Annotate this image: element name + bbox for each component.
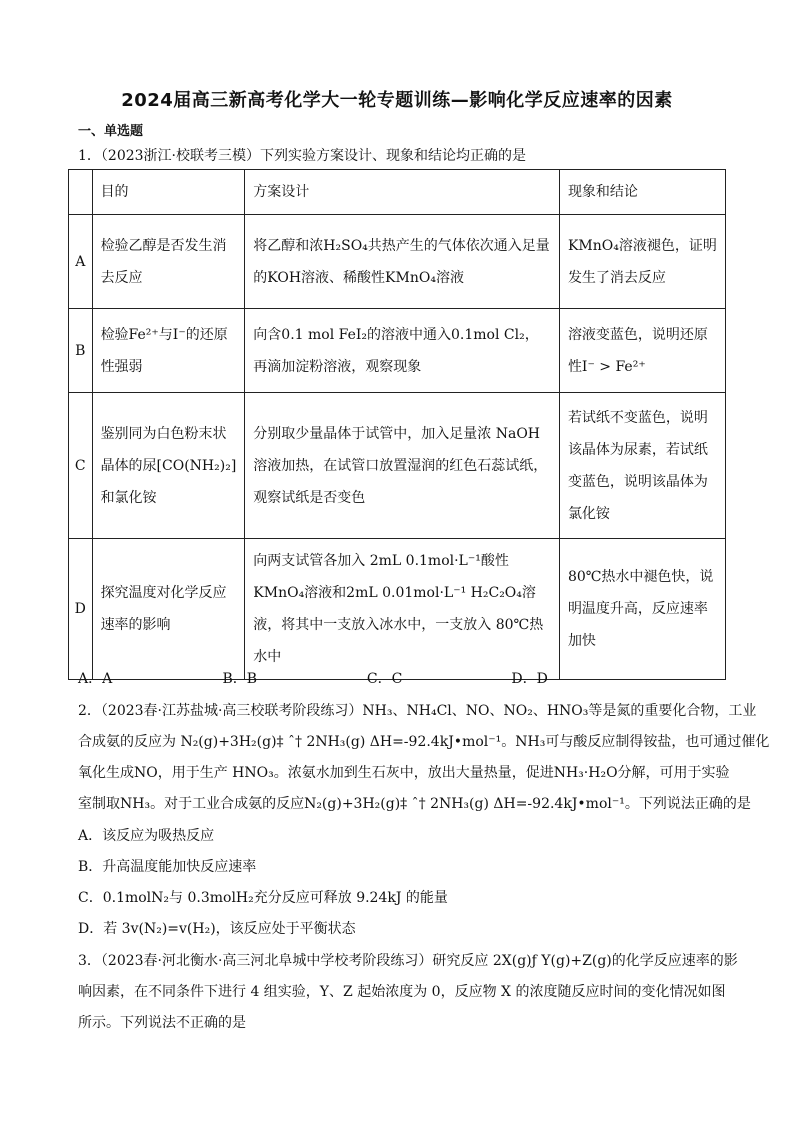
- option-label: A: [69, 215, 93, 309]
- question-2-option-c[interactable]: C．0.1molN₂与 0.3molH₂充分反应可释放 9.24kJ 的能量: [78, 890, 448, 906]
- table-row: [69, 539, 726, 680]
- row-result: 80℃热水中褪色快，说明温度升高，反应速率加快: [559, 539, 725, 680]
- question-3-line: 3．（2023春·河北衡水·高三河北阜城中学校考阶段练习）研究反应 2X(g)ƒ Y(g)+Z(g)的化学反应速率的影: [78, 953, 738, 969]
- page-title: 2024届高三新高考化学大一轮专题训练—影响化学反应速率的因素: [121, 90, 673, 111]
- row-design: 将乙醇和浓H₂SO₄共热产生的气体依次通入足量的KOH溶液、稀酸性KMnO₄溶液: [245, 215, 560, 309]
- row-purpose: 检验乙醇是否发生消去反应: [92, 215, 245, 309]
- question-2-line: 氧化生成NO，用于生产 HNO₃。浓氨水加到生石灰中，放出大量热量，促进NH₃·H₂O分解，可用于实验: [78, 765, 730, 781]
- choice-c[interactable]: C．C: [366, 671, 403, 687]
- table-header-row: [69, 170, 726, 215]
- question-1-stem: 1．（2023浙江·校联考三模）下列实验方案设计、现象和结论均正确的是: [78, 148, 526, 164]
- row-result: KMnO₄溶液褪色，证明发生了消去反应: [559, 215, 725, 309]
- choice-b[interactable]: B．B: [222, 671, 258, 687]
- question-2-line: 合成氨的反应为 N₂(g)+3H₂(g)‡ ˆ† 2NH₃(g) ΔH=-92.4kJ•mol⁻¹。NH₃可与酸反应制得铵盐，也可通过催化: [78, 734, 770, 750]
- row-design: 分别取少量晶体于试管中，加入足量浓 NaOH溶液加热，在试管口放置湿润的红色石蕊试纸，观察试纸是否变色: [245, 393, 560, 539]
- section-heading: 一、单选题: [78, 124, 144, 139]
- table-row: [69, 309, 726, 393]
- option-label: C: [69, 393, 93, 539]
- row-purpose: 检验Fe²⁺与I⁻的还原性强弱: [92, 309, 245, 393]
- question-2-option-d[interactable]: D．若 3v(N₂)=v(H₂)，该反应处于平衡状态: [78, 921, 356, 937]
- header-purpose: 目的: [92, 170, 245, 215]
- row-purpose: 鉴别同为白色粉末状晶体的尿[CO(NH₂)₂]和氯化铵: [92, 393, 245, 539]
- question-3-line: 响因素，在不同条件下进行 4 组实验，Y、Z 起始浓度为 0，反应物 X 的浓度随反应时间的变化情况如图: [78, 984, 726, 1000]
- option-label: B: [69, 309, 93, 393]
- table-row: [69, 393, 726, 539]
- row-design: 向含0.1 mol FeI₂的溶液中通入0.1mol Cl₂，再滴加淀粉溶液，观察现象: [245, 309, 560, 393]
- question-2-option-b[interactable]: B．升高温度能加快反应速率: [78, 859, 257, 875]
- row-design: 向两支试管各加入 2mL 0.1mol·L⁻¹酸性KMnO₄溶液和2mL 0.01mol·L⁻¹ H₂C₂O₄溶液，将其中一支放入冰水中，一支放入 80℃热水中: [245, 539, 560, 680]
- question-1-choices: [78, 668, 651, 688]
- row-result: 若试纸不变蓝色，说明该晶体为尿素，若试纸变蓝色，说明该晶体为氯化铵: [559, 393, 725, 539]
- header-result: 现象和结论: [559, 170, 725, 215]
- question-1-table: [68, 169, 726, 680]
- option-label: D: [69, 539, 93, 680]
- row-purpose: 探究温度对化学反应速率的影响: [92, 539, 245, 680]
- choice-d[interactable]: D．D: [511, 671, 548, 687]
- question-2-option-a[interactable]: A．该反应为吸热反应: [78, 828, 215, 844]
- table-row: [69, 215, 726, 309]
- question-3-line: 所示。下列说法不正确的是: [78, 1015, 246, 1031]
- row-result: 溶液变蓝色，说明还原性I⁻ > Fe²⁺: [559, 309, 725, 393]
- header-design: 方案设计: [245, 170, 560, 215]
- question-2-line: 室制取NH₃。对于工业合成氨的反应N₂(g)+3H₂(g)‡ ˆ† 2NH₃(g) ΔH=-92.4kJ•mol⁻¹。下列说法正确的是: [78, 796, 751, 812]
- choice-a[interactable]: A．A: [78, 671, 113, 687]
- question-2-line: 2．（2023春·江苏盐城·高三校联考阶段练习）NH₃、NH₄Cl、NO、NO₂、HNO₃等是氮的重要化合物，工业: [78, 703, 757, 719]
